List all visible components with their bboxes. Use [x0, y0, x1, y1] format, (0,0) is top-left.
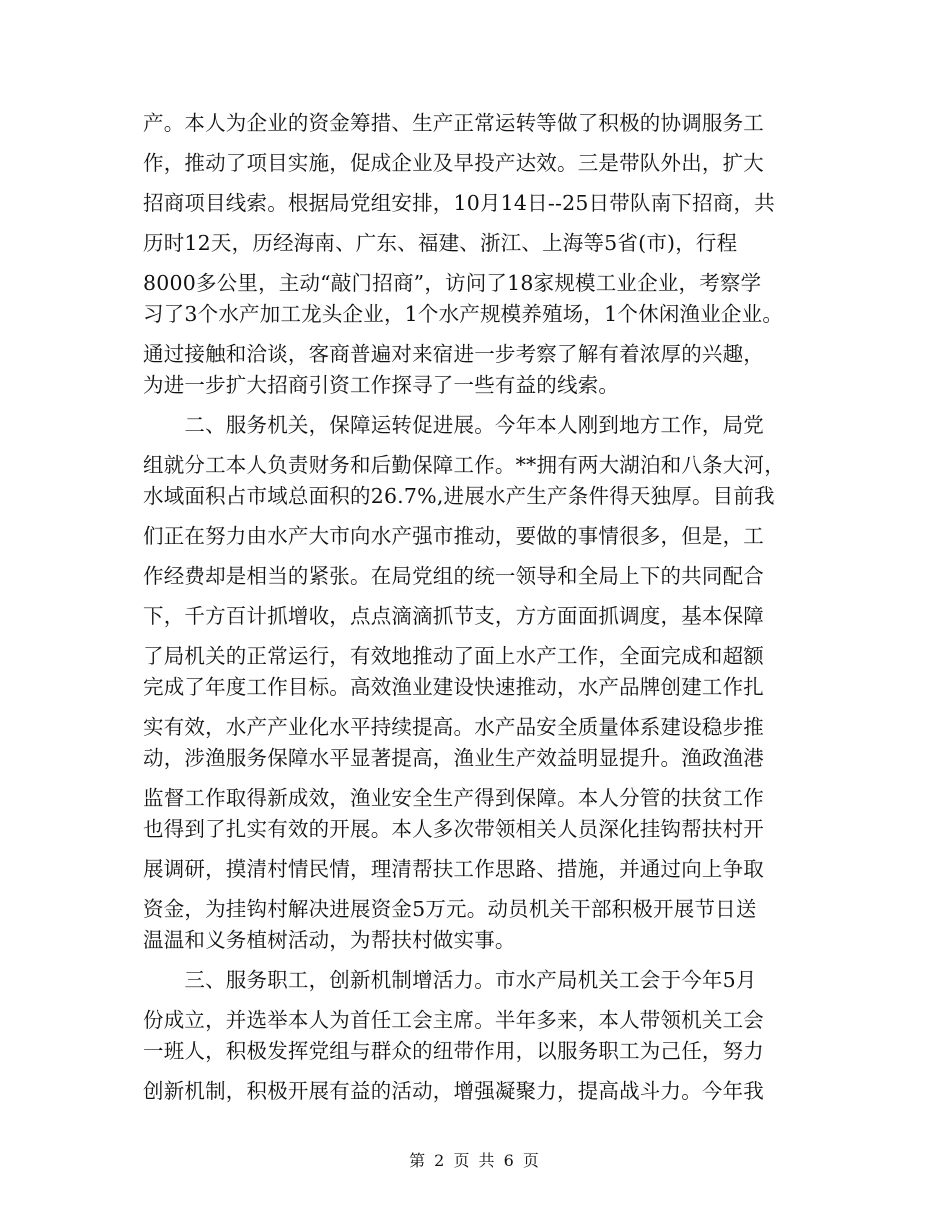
- text-line: 习了3个水产加工龙头企业，1个水产规模养殖场，1个休闲渔业企业。: [143, 302, 784, 326]
- text-line: 通过接触和洽谈，客商普遍对来宿进一步考察了解有着浓厚的兴趣，: [143, 342, 764, 366]
- text-line: 创新机制，积极开展有益的活动，增强凝聚力，提高战斗力。今年我: [143, 1079, 764, 1103]
- text-line: 水域面积占市域总面积的26.7%,进展水产生产条件得天独厚。目前我: [143, 484, 775, 508]
- text-line: 完成了年度工作目标。高效渔业建设快速推动，水产品牌创建工作扎: [143, 675, 764, 699]
- paragraph-2-start: 二、服务机关，保障运转促进展。今年本人刚到地方工作，局党: [143, 413, 764, 437]
- page-number-footer: 第 2 页 共 6 页: [409, 1151, 541, 1170]
- text-line: 作，推动了项目实施，促成企业及早投产达效。三是带队外出，扩大: [143, 151, 764, 175]
- text-line: 份成立，并选举本人为首任工会主席。半年多来，本人带领机关工会: [143, 1008, 764, 1032]
- text-line: 招商项目线索。根据局党组安排，10月14日--25日带队南下招商，共: [143, 191, 775, 215]
- text-line: 8000多公里，主动“敲门招商”，访问了18家规模工业企业，考察学: [143, 271, 762, 295]
- text-line: 了局机关的正常运行，有效地推动了面上水产工作，全面完成和超额: [143, 644, 764, 668]
- text-line: 动，涉渔服务保障水平显著提高，渔业生产效益明显提升。渔政渔港: [143, 746, 764, 770]
- text-line: 组就分工本人负责财务和后勤保障工作。**拥有两大湖泊和八条大河，: [143, 453, 785, 477]
- text-line: 也得到了扎实有效的开展。本人多次带领相关人员深化挂钩帮扶村开: [143, 817, 764, 841]
- paragraph-3-start: 三、服务职工，创新机制增活力。市水产局机关工会于今年5月: [143, 968, 757, 992]
- text-line: 们正在努力由水产大市向水产强市推动，要做的事情很多，但是，工: [143, 524, 764, 548]
- text-line: 一班人，积极发挥党组与群众的纽带作用，以服务职工为己任，努力: [143, 1039, 764, 1063]
- text-line: 温温和义务植树活动，为帮扶村做实事。: [143, 928, 516, 952]
- text-line: 资金，为挂钩村解决进展资金5万元。动员机关干部积极开展节日送: [143, 897, 757, 921]
- text-line: 产。本人为企业的资金筹措、生产正常运转等做了积极的协调服务工: [143, 111, 764, 135]
- text-line: 展调研，摸清村情民情，理清帮扶工作思路、措施，并通过向上争取: [143, 857, 764, 881]
- text-line: 作经费却是相当的紧张。在局党组的统一领导和全局上下的共同配合: [143, 564, 764, 588]
- text-line: 实有效，水产产业化水平持续提高。水产品安全质量体系建设稳步推: [143, 715, 764, 739]
- text-line: 下，千方百计抓增收，点点滴滴抓节支，方方面面抓调度，基本保障: [143, 604, 764, 628]
- text-line: 历时12天，历经海南、广东、福建、浙江、上海等5省(市)，行程: [143, 231, 738, 255]
- text-line: 为进一步扩大招商引资工作探寻了一些有益的线索。: [143, 373, 620, 397]
- text-line: 监督工作取得新成效，渔业安全生产得到保障。本人分管的扶贫工作: [143, 786, 764, 810]
